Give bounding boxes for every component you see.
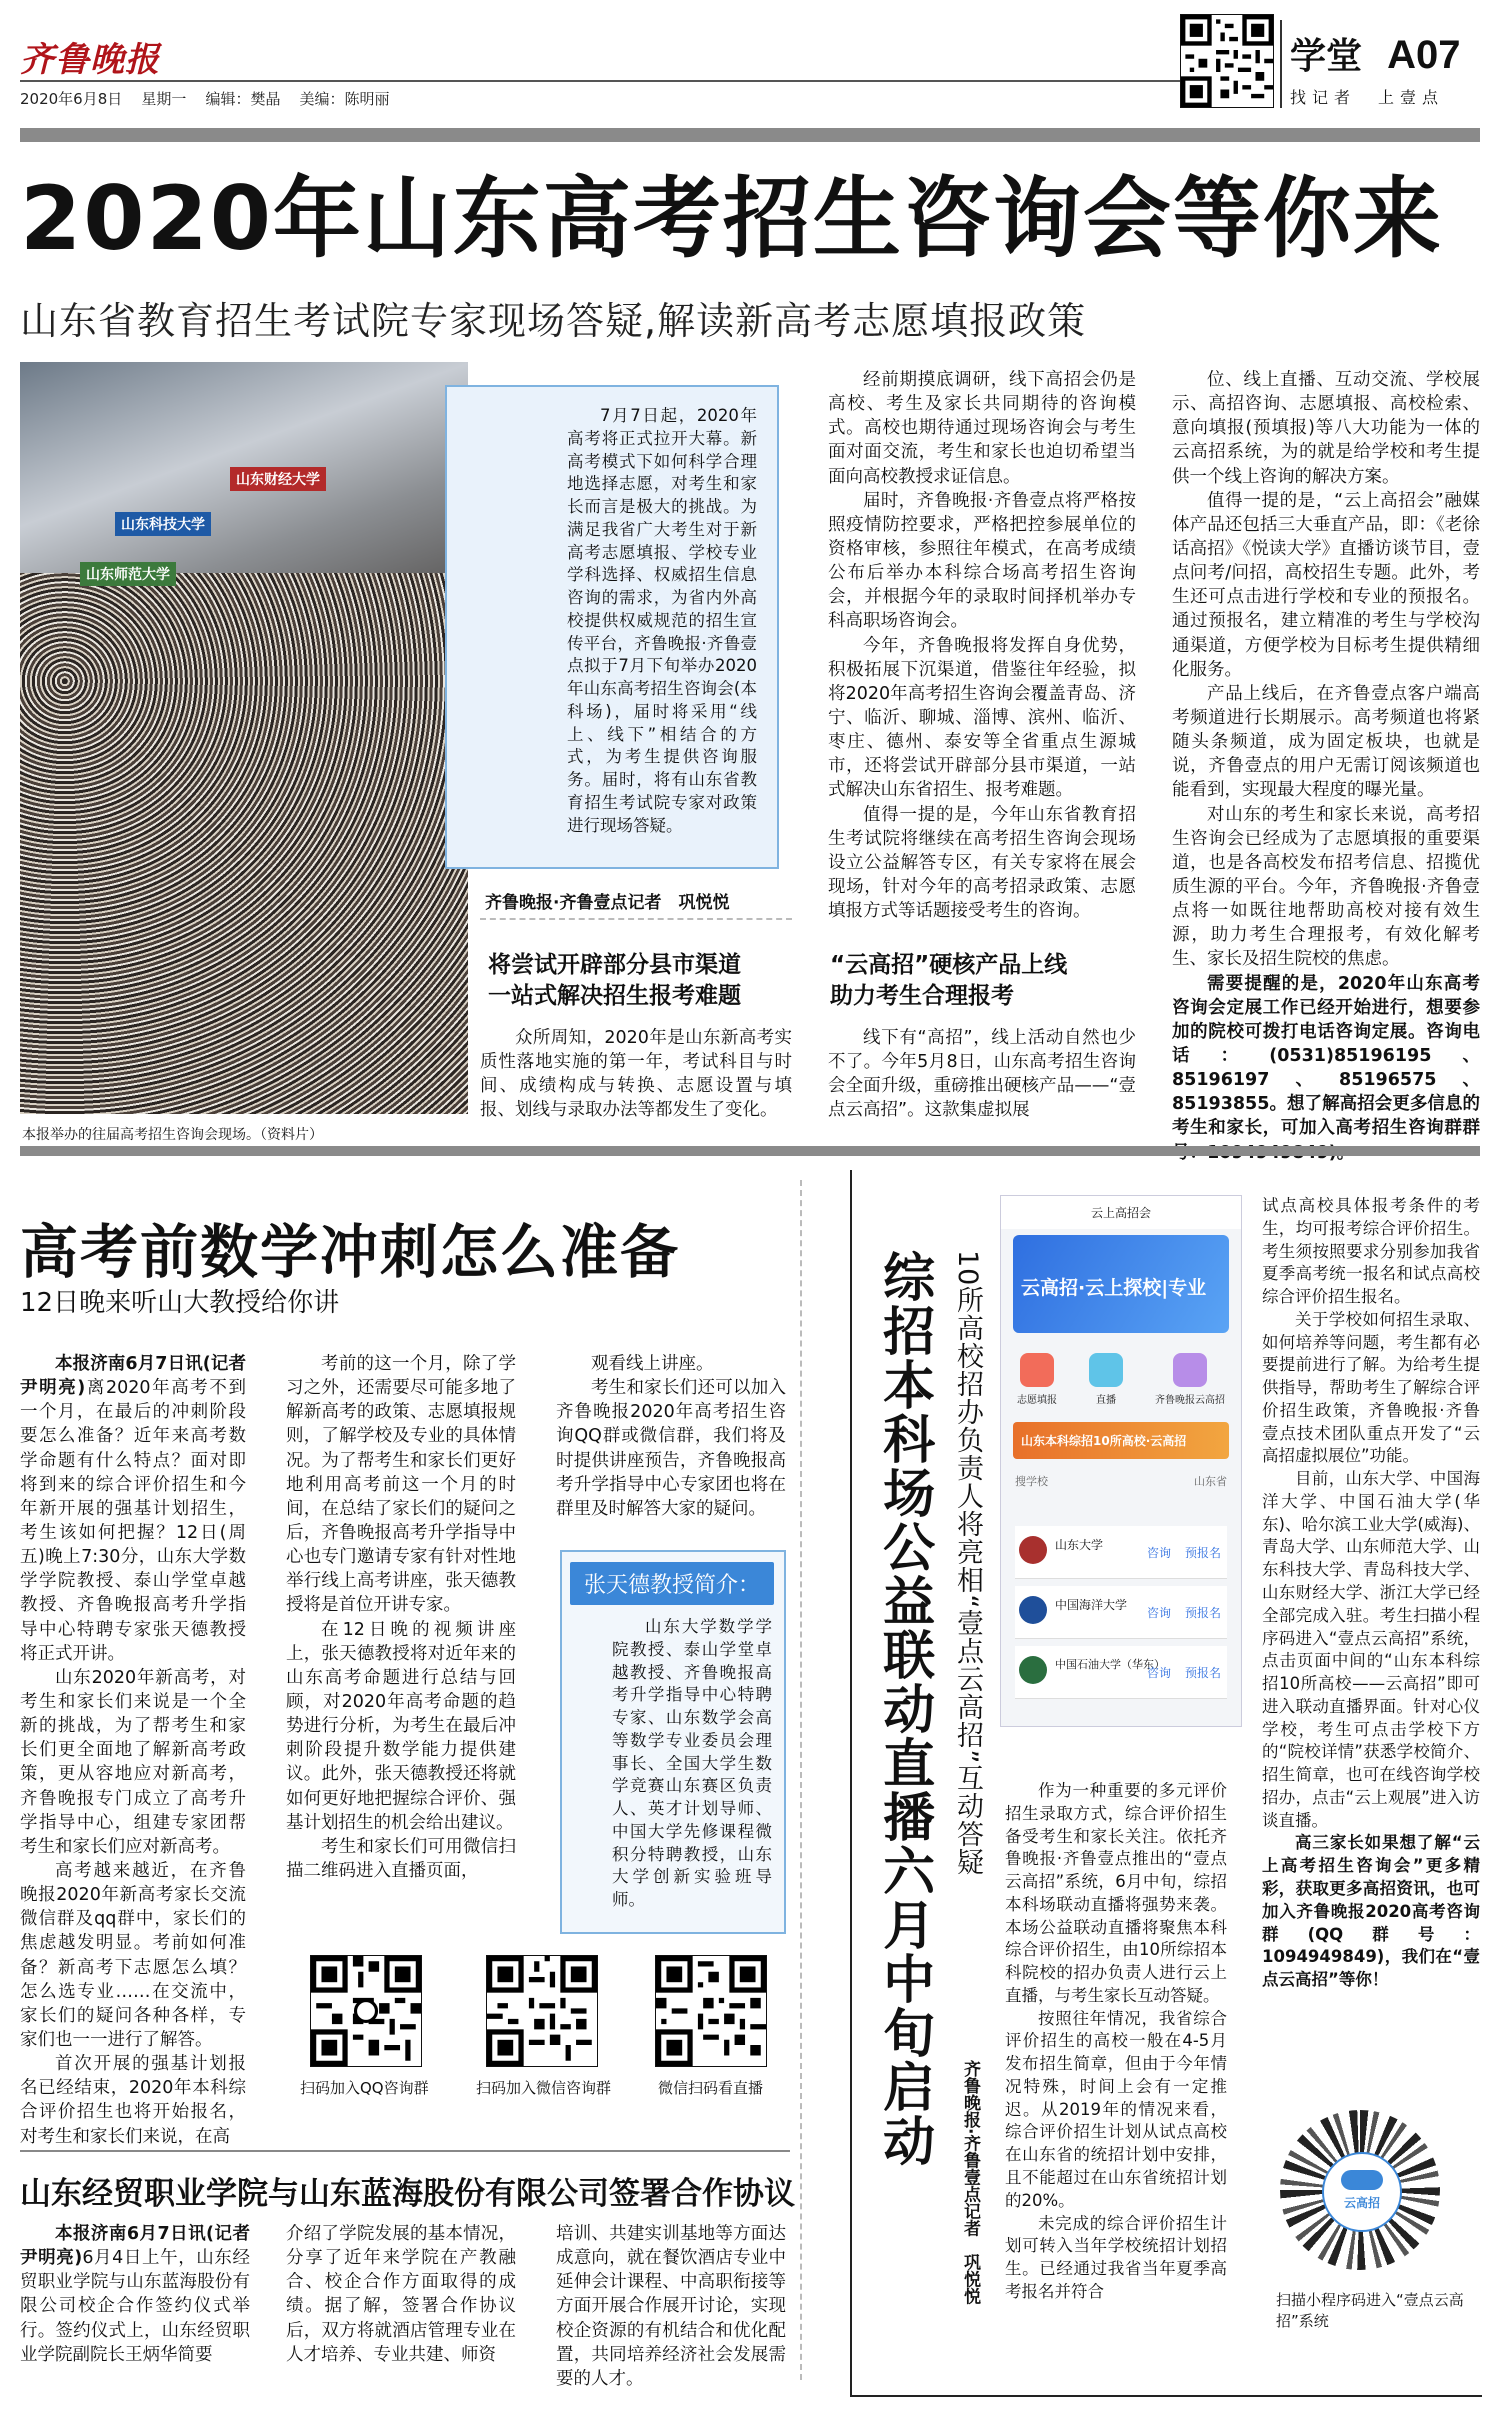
paragraph: 对山东的考生和家长来说，高考招生咨询会已经成为了志愿填报的重要渠道，也是各高校发布招考信息、招揽优质生源的平台。今年，齐鲁晚报·齐鲁壹点将一如既往地帮助高校对接有效生源，助力考生合理报考，有效化解考生、家长及招生院校的焦虑。 [1172, 804, 1480, 970]
header-bar [20, 128, 1480, 142]
paragraph: 考前的这一个月，除了学习之外，还需要尽可能多地了解新高考的政策、志愿填报规则，了解学校及专业的具体情况。为了帮考生和家长们更好地利用高考前这一个月的时间，在总结了家长们的疑问之后，齐鲁晚报高考升学指导中心也专门邀请专家有针对性地举行线上高考讲座，张天德教授将是首位开讲专家。 [286, 1354, 516, 1616]
lead-intro-box [445, 385, 779, 869]
preregister-button[interactable]: 预报名 [1184, 1666, 1221, 1680]
masthead-divider [1280, 20, 1282, 108]
page-number: A07 [1387, 33, 1461, 77]
paragraph: 今年，齐鲁晚报将发挥自身优势，积极拓展下沉渠道，借鉴往年经验，拟将2020年高考招生咨询会覆盖青岛、济宁、临沂、聊城、淄博、滨州、临沂、枣庄、德州、泰安等全省重点生源城市，还将尝试开辟部分县市渠道，一站式解决山东省招生、报考难题。 [828, 635, 1136, 801]
app-tab-label: 直播 [1096, 1395, 1116, 1406]
issue-weekday: 星期一 [141, 90, 187, 108]
paragraph: 产品上线后，在齐鲁壹点客户端高考频道进行长期展示。高考频道也将紧随头条频道，成为固定板块，也就是说，齐鲁壹点的用户无需订阅该频道也能看到，实现最大程度的曝光量。 [1172, 683, 1480, 801]
cloud-col2 [1262, 1195, 1480, 1992]
photo-sign: 山东师范大学 [80, 562, 176, 586]
consult-button[interactable]: 咨询 [1146, 1546, 1171, 1560]
lead-subheadline: 山东省教育招生考试院专家现场答疑,解读新高考志愿填报政策 [20, 299, 1087, 343]
app-tab[interactable] [1017, 1353, 1057, 1406]
paragraph-text: 6月4日上午，山东经贸职业学院与山东蓝海股份有限公司校企合作签约仪式举行。签约仪式上，山东经贸职业学院副院长王炳华简要 [20, 2248, 250, 2365]
wechat-qr-icon [486, 1955, 598, 2067]
paragraph: 试点高校具体报考条件的考生，均可报考综合评价招生。考生须按照要求分别参加我省夏季高考统一报名和试点高校综合评价招生报名。 [1262, 1196, 1480, 1307]
mini-program-caption: 扫描小程序码进入“壹点云高招”系统 [1276, 2291, 1464, 2330]
uni-logo-icon [1019, 1536, 1047, 1564]
cloud-reporter: 齐鲁晚报·齐鲁壹点记者 巩悦悦 [960, 2060, 980, 2305]
app-tab[interactable] [1155, 1353, 1225, 1406]
qq-qr-label: 扫码加入QQ咨询群 [300, 2079, 429, 2097]
profile-text: 山东大学数学学院教授、泰山学堂卓越教授、齐鲁晚报高考升学指导中心特聘专家、山东数学会高等数学专业委员会理事长、全国大学生数学竞赛山东赛区负责人、英才计划导师、中国大学先修课程微积分特聘教授，山东大学创新实验班导师。 [612, 1617, 772, 1910]
paragraph: 山东2020年新高考，对考生和家长们来说是一个全新的挑战，为了帮考生和家长们更全面地了解新高考政策，更从容地应对新高考，齐鲁晚报专门成立了高考升学指导中心，组建专家团帮考生和家长们应对新高考。 [20, 1667, 246, 1857]
paragraph: 介绍了学院发展的基本情况，分享了近年来学院在产教融合、校企合作方面取得的成绩。据了解，签署合作协议后，双方将就酒店管理专业在人才培养、专业共建、师资 [286, 2224, 516, 2365]
math-headline: 高考前数学冲刺怎么准备 [20, 1218, 681, 1286]
masthead-meta [20, 88, 390, 109]
lead-photo [20, 362, 468, 1114]
app-strip[interactable]: 山东本科综招10所高校·云高招 [1013, 1422, 1229, 1459]
lead-col2 [828, 368, 1136, 923]
app-tab-label: 志愿填报 [1017, 1395, 1057, 1406]
cloud-vertical-subtitle: 10所高校招办负责人将亮相“壹点云高招”互动答疑 [952, 1250, 983, 1877]
lead-divider [480, 918, 792, 920]
masthead-rule [20, 80, 1180, 82]
lead-reporter: 齐鲁晚报·齐鲁壹点记者 巩悦悦 [485, 893, 730, 913]
paragraph [20, 1352, 264, 1666]
paragraph: 值得一提的是，“云上高招会”融媒体产品还包括三大垂直产品，即：《老徐话高招》《悦读大学》直播访谈节目，壹点问考/问招，高校招生专题。此外，考生还可点击进行学校和专业的预报名。通过预报名，建立精准的考生与学校沟通渠道，方便学校为目标考生提供精细化服务。 [1172, 490, 1480, 680]
paragraph: 经前期摸底调研，线下高招会仍是高校、考生及家长共同期待的咨询模式。高校也期待通过现场咨询会与考生面对面交流，考生和家长也迫切希望当面向高校教授求证信息。 [828, 370, 1136, 487]
paragraph: 考生和家长们还可以加入齐鲁晚报2020年高考招生咨询QQ群或微信群，我们将及时提供讲座预告，齐鲁晚报高考升学指导中心专家团也将在群里及时解答大家的疑问。 [556, 1378, 786, 1519]
uni-name: 山东大学 [1055, 1538, 1104, 1552]
cloud-vertical-title: 综招本科场公益联动直播六月中旬启动 [873, 1250, 934, 2168]
designer: 美编：陈明丽 [299, 90, 390, 108]
paragraph: 值得一提的是，今年山东省教育招生考试院将继续在高考招生咨询会现场设立公益解答专区，有关专家将在展会现场，针对今年的高考招录政策、志愿填报方式等话题接受考生的咨询。 [828, 804, 1136, 922]
qq-qr-icon [310, 1955, 422, 2067]
preregister-button[interactable]: 预报名 [1184, 1606, 1221, 1620]
bottom-headline: 山东经贸职业学院与山东蓝海股份有限公司签署合作协议 [20, 2176, 795, 2212]
uni-logo-icon [1019, 1656, 1047, 1684]
math-col3 [556, 1352, 786, 1521]
newspaper-logo: 齐鲁晚报 [20, 40, 160, 80]
paragraph-text: 离2020年高考不到一个月，在最后的冲刺阶段要怎么准备？近年来高考数学命题有什么特点？面对即将到来的综合评价招生和今年新开展的强基计划招生，考生该如何把握？12日(周五)晚上7:30分，山东大学数学学院教授、泰山学堂卓越教授、齐鲁晚报高考升学指导中心特聘专家张天德教授将正式开讲。 [20, 1378, 246, 1664]
issue-date: 2020年6月8日 [20, 90, 123, 108]
editor: 编辑：樊晶 [205, 90, 281, 108]
paragraph: 关于学校如何招生录取、如何培养等问题，考生都有必要提前进行了解。为给考生提供指导，帮助考生了解综合评价招生政策，齐鲁晚报·齐鲁壹点技术团队重点开发了“云高招虚拟展位”功能。 [1262, 1309, 1480, 1466]
lead-intro-text: 7月7日起，2020年高考将正式拉开大幕。新高考模式下如何科学合理地选择志愿，对考生和家长而言是极大的挑战。为满足我省广大考生对于新高考志愿填报、学校专业学科选择、权威招生信息咨询的需求，为省内外高校提供权威规范的招生宣传平台，齐鲁晚报·齐鲁壹点拟于7月下旬举办2020年山东高考招生咨询会(本科场)，届时将采用“线上、线下”相结合的方式，为考生提供咨询服务。届时，将有山东省教育招生考试院专家对政策进行现场答疑。 [567, 406, 757, 835]
math-qr-row [300, 1955, 790, 2095]
app-tab-label: 齐鲁晚报云高招 [1155, 1395, 1225, 1406]
math-col2 [286, 1352, 516, 1883]
cloud-col1 [1005, 1780, 1227, 2304]
wechat-qr-label: 扫码加入微信咨询群 [476, 2079, 612, 2097]
lead-sub2: “云高招”硬核产品上线 助力考生合理报考 [830, 952, 1068, 1010]
app-search-row [1015, 1473, 1227, 1489]
lead-sub1: 将尝试开辟部分县市渠道 一站式解决招生报考难题 [488, 952, 741, 1010]
live-qr-icon [655, 1955, 767, 2067]
uni-row[interactable] [1015, 1586, 1227, 1639]
cloud-icon [1341, 2170, 1383, 2190]
uni-row[interactable] [1015, 1526, 1227, 1579]
math-cloud-divider [800, 1180, 802, 2380]
notice: 需要提醒的是，2020年山东高考咨询会定展工作已经开始进行，想要参加的院校可拨打电话咨询定展。咨询电话：(0531)85196195、85196197、85196575、85193855。想了解高招会更多信息的考生和家长，可加入高考招生咨询群群 [1172, 973, 1480, 1139]
app-banner [1013, 1235, 1229, 1333]
bottom-byline: 本报济南6月7日讯(记者 尹明亮) [20, 2224, 268, 2269]
photo-sign: 山东科技大学 [115, 512, 211, 536]
preregister-button[interactable]: 预报名 [1184, 1546, 1221, 1560]
app-location[interactable]: 山东省 [1194, 1475, 1227, 1488]
math-byline: 本报济南6月7日讯(记者 尹明亮) [20, 1354, 264, 1399]
paragraph: 培训、共建实训基地等方面达成意向，就在餐饮酒店专业中延伸会计课程、中高职衔接等方面开展合作展开讨论，实现校企资源的有机结合和优化配置，共同培养经济社会发展需要的人才。 [556, 2224, 786, 2389]
section-label [1290, 28, 1480, 108]
paragraph: 届时，齐鲁晚报·齐鲁壹点将严格按照疫情防控要求，严格把控参展单位的资格审核，参照往年模式，在高考成绩公布后举办本科综合场高考招生咨询会，并根据今年的录取时间择机举办专科高职场咨询会。 [828, 490, 1136, 632]
volunteer-icon [1020, 1353, 1054, 1387]
photo-caption: 本报举办的往届高考招生咨询会现场。（资料片） [22, 1127, 323, 1143]
app-screenshot [1000, 1195, 1242, 1727]
paragraph: 考生和家长们可用微信扫描二维码进入直播页面， [286, 1836, 516, 1881]
uni-name: 中国石油大学（华东） [1055, 1658, 1165, 1671]
consult-button[interactable]: 咨询 [1146, 1606, 1171, 1620]
lead-col3 [1172, 368, 1480, 1165]
app-banner-title: 云高招·云上探校|专业 [1021, 1277, 1207, 1299]
consult-button[interactable]: 咨询 [1146, 1666, 1171, 1680]
bottom-col2 [286, 2222, 516, 2367]
app-search[interactable]: 搜学校 [1015, 1475, 1048, 1488]
photo-sign: 山东财经大学 [230, 467, 326, 491]
uni-logo-icon [1019, 1596, 1047, 1624]
app-tabs [1001, 1353, 1241, 1406]
lead-intro [447, 387, 777, 838]
paragraph: 线下有“高招”，线上活动自然也少不了。今年5月8日，山东高考招生咨询会全面升级，重磅推出硬核产品——“壹点云高招”。这款集虚拟展 [828, 1028, 1136, 1121]
paragraph: 按照往年情况，我省综合评价招生的高校一般在4-5月发布招生简章，但由于今年情况特殊，时间上会有一定推迟。从2019年的情况来看，综合评价招生计划从试点高校在山东省的统招计划中安排，且不能超过在山东省统招计划的20%。 [1005, 2008, 1227, 2210]
live-icon [1089, 1353, 1123, 1387]
paragraph: 高考越来越近，在齐鲁晚报2020年新高考家长交流微信群及qq群中，家长们的焦虑越发明显。考前如何准备？新高考下志愿怎么填？怎么选专业……在交流中，家长们的疑问各种各样，专家们也一一进行了解答。 [20, 1860, 246, 2050]
gaozhao-icon [1173, 1353, 1207, 1387]
lead-headline: 2020年山东高考招生咨询会等你来 [20, 167, 1443, 270]
bottom-divider [20, 2150, 790, 2152]
crowd-pattern [20, 573, 468, 1114]
paragraph: 未完成的综合评价招生计划可转入当年学校统招计划招生。已经通过我省当年夏季高考报名并符合 [1005, 2213, 1227, 2301]
section-title: 学堂 [1290, 36, 1363, 77]
mini-program-code [1280, 2110, 1440, 2270]
lead-sub1-text [480, 1026, 792, 1123]
uni-row[interactable] [1015, 1646, 1227, 1699]
bottom-col1 [20, 2222, 268, 2367]
lead-sub2-text [828, 1026, 1136, 1123]
mini-program-label: 云高招 [1343, 2196, 1380, 2210]
paragraph: 目前，山东大学、中国海洋大学、中国石油大学(华东)、哈尔滨工业大学(威海)、青岛大学、山东师范大学、山东科技大学、青岛科技大学、山东财经大学、浙江大学已经全部完成入驻。考生扫描小程序码进入“壹点云高招”系统，点击页面中间的“山东本科综招10所高校——云高招”即可进入联动直播界面。针对心仪学校，考生可点击学校下方的“院校详情”获悉学校简介、招生简章，也可在线咨询学校招办，点击“云上观展”进入访谈直播。 [1262, 1469, 1480, 1830]
paragraph: 观看线上讲座。 [591, 1354, 714, 1374]
profile-title: 张天德教授简介： [570, 1562, 774, 1605]
paragraph: 位、线上直播、互动交流、学校展示、高招咨询、志愿填报、高校检索、意向填报(预填报)等八大功能为一体的云高招系统，为的就是给学校和考生提供一个线上咨询的解决方案。 [1172, 370, 1480, 487]
live-qr-label: 微信扫码看直播 [658, 2079, 764, 2097]
app-header: 云上高招会 [1001, 1196, 1241, 1229]
paragraph: 作为一种重要的多元评价招生录取方式，综合评价招生备受考生和家长关注。依托齐鲁晚报·齐鲁壹点推出的“壹点云高招”系统，6月中旬，综招本科场联动直播将强势来袭。本场公益联动直播将聚焦本科综合评价招生，由10所综招本科院校的招办负责人进行云上直播，与考生家长互动答疑。 [1005, 1781, 1227, 2005]
paragraph: 首次开展的强基计划报名已经结束，2020年本科综合评价招生也将开始报名，对考生和家长们来说，在高 [20, 2054, 246, 2147]
paragraph: 众所周知，2020年是山东新高考实质性落地实施的第一年，考试科目与时间、成绩构成与转换、志愿设置与填报、划线与录取办法等都发生了变化。 [480, 1028, 792, 1121]
masthead-qr-icon [1180, 14, 1274, 108]
section-slogan: 找记者 上壹点 [1290, 88, 1445, 107]
paragraph: 在12日晚的视频讲座上，张天德教授将对近年来的山东高考命题进行总结与回顾，对2020年高考命题的趋势进行分析，为考生在最后冲刺阶段提升数学能力提供建议。此外，张天德教授还将就如何更好地把握综合评价、强基计划招生的机会给出建议。 [286, 1619, 516, 1833]
section-rule [20, 1146, 1480, 1156]
uni-name: 中国海洋大学 [1055, 1598, 1128, 1612]
app-tab[interactable] [1089, 1353, 1123, 1406]
math-col1 [20, 1352, 264, 2149]
profile-box [560, 1550, 786, 1934]
bottom-col3 [556, 2222, 786, 2391]
math-subheadline: 12日晚来听山大教授给你讲 [20, 1288, 340, 1318]
closing-paragraph: 高三家长如果想了解“云上高考招生咨询会”更多精彩，获取更多高招资讯，也可加入齐鲁晚报2020高考咨询群(QQ群号：1094949849)，我们在“壹点云高招”等你！ [1262, 1833, 1480, 1990]
mini-program-center [1322, 2152, 1402, 2232]
paragraph [20, 2222, 268, 2367]
